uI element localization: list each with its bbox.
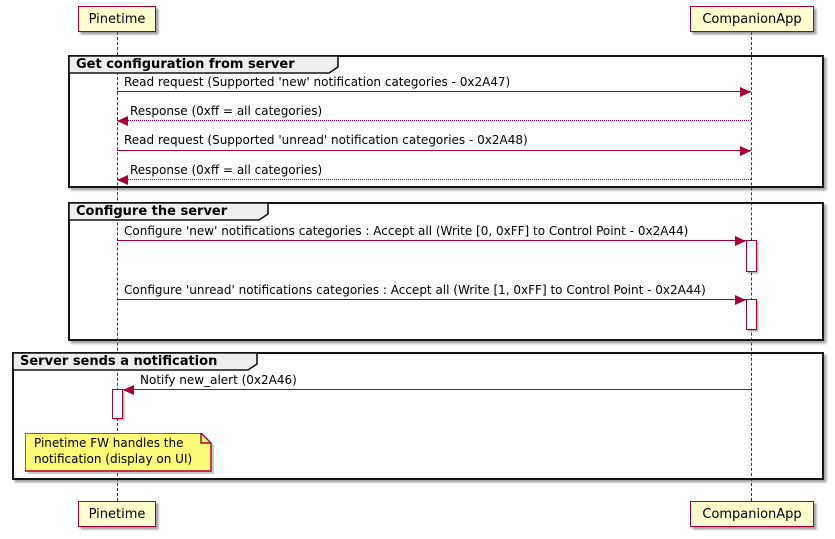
arrowhead-right-icon xyxy=(740,146,751,156)
message-line xyxy=(117,179,751,180)
message-line xyxy=(117,120,751,121)
note-line-1: Pinetime FW handles the xyxy=(34,436,184,450)
message-label-read-unread: Read request (Supported 'unread' notification categories - 0x2A48) xyxy=(124,133,528,147)
participant-label: Pinetime xyxy=(88,506,146,522)
arrowhead-right-icon xyxy=(740,87,751,97)
participant-label: Pinetime xyxy=(88,11,146,27)
participant-companionapp-top xyxy=(690,6,814,32)
note-pinetime-fw xyxy=(25,433,217,477)
group-header xyxy=(13,353,258,371)
message-line xyxy=(117,240,746,241)
arrowhead-right-icon xyxy=(735,236,746,246)
group-title: Get configuration from server xyxy=(76,57,295,72)
message-label-read-new: Read request (Supported 'new' notification categories - 0x2A47) xyxy=(124,75,511,89)
message-label-response-new: Response (0xff = all categories) xyxy=(130,104,323,118)
message-line xyxy=(123,389,751,390)
participant-label: CompanionApp xyxy=(702,506,802,522)
message-label-configure-new: Configure 'new' notifications categories : Accept all (Write [0, 0xFF] to Control Point - 0x2A44) xyxy=(124,224,689,238)
note-line-2: notification (display on UI) xyxy=(34,452,193,466)
arrowhead-right-icon xyxy=(735,295,746,305)
participant-pinetime-bottom xyxy=(78,501,156,527)
activation-bar-companionapp xyxy=(746,299,757,330)
message-line xyxy=(117,91,751,92)
activation-bar-companionapp xyxy=(746,240,757,272)
participant-pinetime-top xyxy=(78,6,156,32)
participant-label: CompanionApp xyxy=(702,11,802,27)
message-line xyxy=(117,299,746,300)
message-label-response-unread: Response (0xff = all categories) xyxy=(130,163,323,177)
activation-bar-pinetime xyxy=(112,389,123,419)
group-title: Configure the server xyxy=(76,204,228,219)
group-header xyxy=(69,56,339,74)
group-title: Server sends a notification xyxy=(20,354,218,369)
message-label-configure-unread: Configure 'unread' notifications categories : Accept all (Write [1, 0xFF] to Control Point - 0x2A44) xyxy=(124,283,706,297)
arrowhead-left-icon xyxy=(117,116,128,126)
arrowhead-left-icon xyxy=(123,385,134,395)
group-header xyxy=(69,203,269,221)
message-line xyxy=(117,150,751,151)
message-label-notify: Notify new_alert (0x2A46) xyxy=(140,373,297,387)
group-frame-configure-server xyxy=(68,202,824,341)
participant-companionapp-bottom xyxy=(690,501,814,527)
arrowhead-left-icon xyxy=(117,175,128,185)
